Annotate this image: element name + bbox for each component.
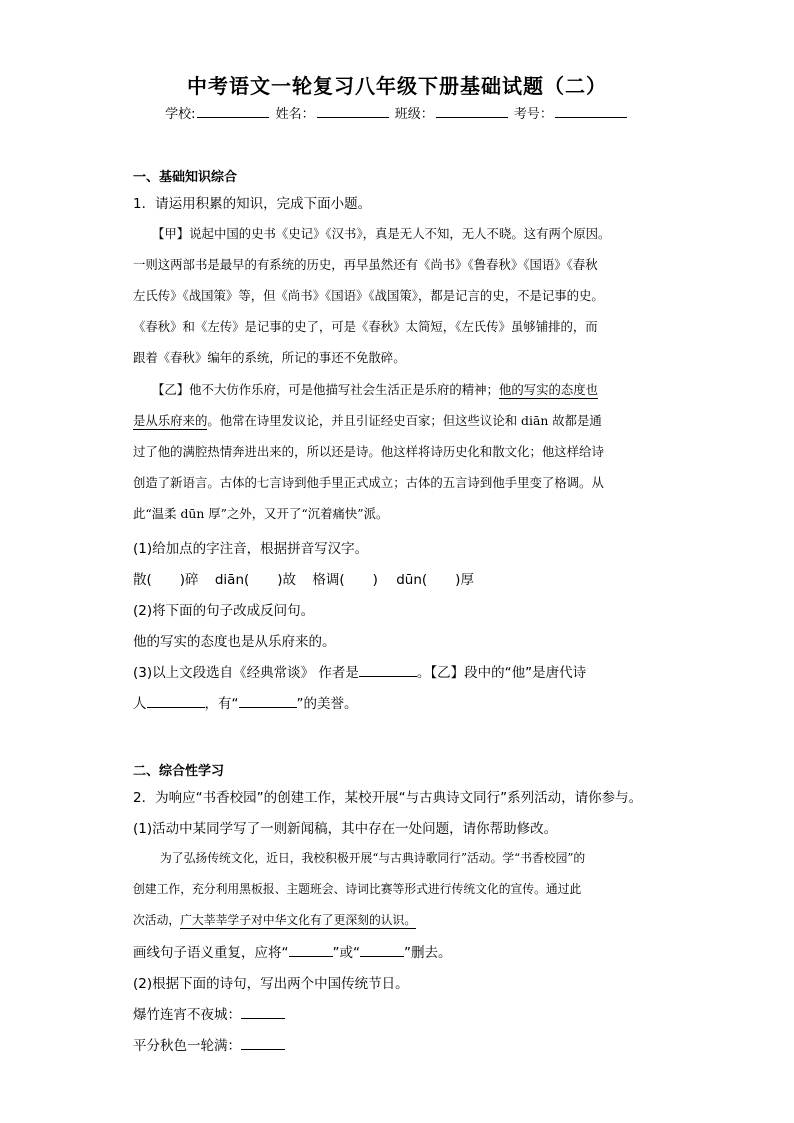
question2-prompt: 2．为响应“书香校园”的创建工作，某校开展“与古典诗文同行”系列活动，请你参与。 <box>133 790 643 806</box>
poet-blank[interactable] <box>147 695 205 708</box>
festival-blank[interactable] <box>241 1037 285 1050</box>
passage-yi-line: 过了他的满腔热情奔进出来的，所以还是诗。他这样将诗历史化和散文化；他这样给诗 <box>133 444 604 459</box>
section2-heading: 二、综合性学习 <box>133 764 225 779</box>
fix-instruction: 画线句子语义重复，应将“ ”或“ ”删去。 <box>133 945 452 961</box>
sub-question-1: (1)给加点的字注音，根据拼音写汉字。 <box>133 541 369 557</box>
passage-yi-line: 【乙】他不大仿作乐府，可是他描写社会生活正是乐府的精神；他的写实的态度也 <box>152 382 599 397</box>
answer-blank[interactable] <box>360 944 404 957</box>
sentence-to-rewrite: 他的写实的态度也是从乐府来的。 <box>133 634 336 650</box>
underlined-sentence: 是从乐府来的 <box>133 413 208 428</box>
class-field[interactable] <box>436 105 508 118</box>
passage-jia-line: 左氏传》《战国策》等，但《尚书》《国语》《战国策》，都是记言的史，不是记事的史。 <box>133 288 604 303</box>
school-label: 学校: <box>165 107 196 122</box>
class-label: 班级： <box>394 107 434 122</box>
student-info-row <box>0 103 794 122</box>
festival-blank[interactable] <box>241 1006 285 1019</box>
sub-question-2: (2)将下面的句子改成反问句。 <box>133 603 315 619</box>
name-label: 姓名： <box>275 107 315 122</box>
school-field[interactable] <box>197 105 269 118</box>
passage-jia-line: 跟着《春秋》编年的系统，所记的事还不免散碎。 <box>133 350 406 365</box>
id-field[interactable] <box>555 105 627 118</box>
sub-question-3-cont: 人 ，有“ ”的美誉。 <box>133 696 358 712</box>
passage-yi-line: 此“温柔 dūn 厚”之外，又开了“沉着痛快”派。 <box>133 506 389 521</box>
poem-line: 平分秋色一轮满： <box>133 1034 285 1054</box>
underlined-sentence: 他的写实的态度也 <box>498 382 599 397</box>
exam-title: 中考语文一轮复习八年级下册基础试题（二） <box>187 74 607 98</box>
section1-heading: 一、基础知识综合 <box>133 170 238 185</box>
title-blank[interactable] <box>239 695 297 708</box>
news-line: 为了弘扬传统文化，近日，我校积极开展“与古典诗歌同行”活动。学“书香校园”的 <box>160 851 586 865</box>
passage-yi-line: 是从乐府来的。他常在诗里发议论，并且引证经史百家；但这些议论和 diān 故都是通 <box>133 413 602 428</box>
sub-question-2: (2)根据下面的诗句，写出两个中国传统节日。 <box>133 976 409 992</box>
pinyin-answer-row: 散( )碎 diān( )故 格调( ) dūn( )厚 <box>133 572 474 588</box>
passage-yi-line: 创造了新语言。古体的七言诗到他手里正式成立；古体的五言诗到他手里变了格调。从 <box>133 475 604 490</box>
id-label: 考号： <box>513 107 553 122</box>
underlined-sentence: 广大莘莘学子对中华文化有了更深刻的认识。 <box>180 913 417 927</box>
question1-prompt: 1．请运用积累的知识，完成下面小题。 <box>133 196 372 212</box>
passage-jia-line: 【甲】说起中国的史书《史记》《汉书》，真是无人不知，无人不晓。这有两个原因。 <box>152 226 611 241</box>
author-blank[interactable] <box>359 664 417 677</box>
news-line: 创建工作，充分利用黑板报、主题班会、诗词比赛等形式进行传统文化的宣传。通过此 <box>133 882 582 896</box>
poem-line: 爆竹连宵不夜城： <box>133 1003 285 1023</box>
name-field[interactable] <box>317 105 389 118</box>
passage-jia-line: 一则这两部书是最早的有系统的历史，再早虽然还有《尚书》《鲁春秋》《国语》《春秋 <box>133 257 598 272</box>
sub-question-3: (3)以上文段选自《经典常谈》 作者是 。【乙】段中的“他”是唐代诗 <box>133 665 587 681</box>
passage-jia-line: 《春秋》和《左传》是记事的史了，可是《春秋》太简短，《左氏传》虽够铺排的，而 <box>133 319 598 334</box>
news-line: 次活动，广大莘莘学子对中华文化有了更深刻的认识。 <box>133 913 417 927</box>
answer-blank[interactable] <box>289 944 333 957</box>
sub-question-1: (1)活动中某同学写了一则新闻稿，其中存在一处问题，请你帮助修改。 <box>133 821 558 837</box>
